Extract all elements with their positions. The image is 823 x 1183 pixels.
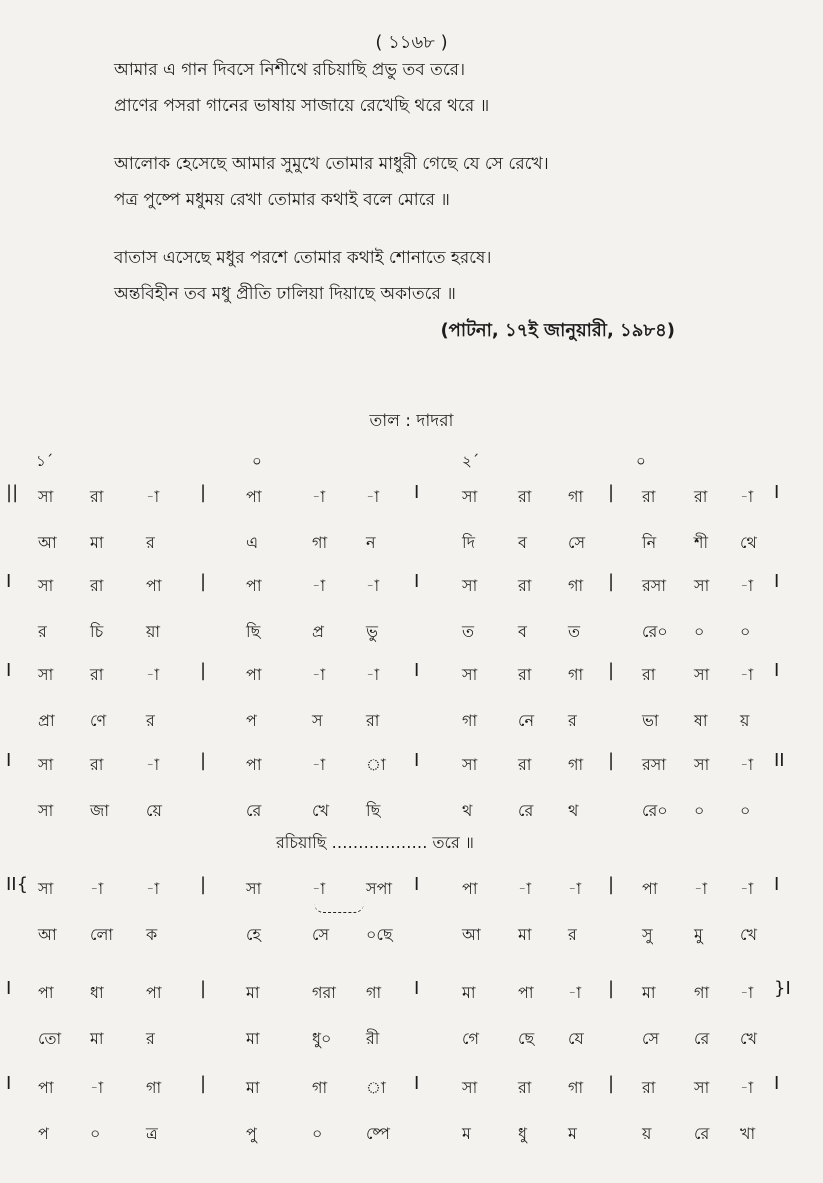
lyric-syllable: সু (642, 925, 653, 944)
lyric-syllable: য় (740, 711, 750, 730)
lyric-syllable: মা (518, 925, 532, 944)
lyric-syllable: ষা (694, 711, 708, 730)
lyric-syllable: র (146, 711, 155, 730)
lyric-syllable: খে (740, 925, 757, 944)
swara-note: -া (694, 879, 708, 898)
bar-line: | (200, 571, 207, 592)
lyric-syllable: ক (146, 925, 158, 944)
lyric-syllable: আ (38, 925, 57, 944)
lyric-syllable: গে (462, 1029, 479, 1048)
lyric-syllable: ত্র (146, 1124, 158, 1143)
bar-line: I (414, 1073, 420, 1094)
lyric-syllable: ভু (366, 622, 378, 641)
beat-mark: ২´ (462, 452, 480, 470)
lyric-syllable: ০ (90, 1124, 101, 1143)
swara-note: -া (740, 879, 754, 898)
swara-note: পা (518, 983, 534, 1002)
swara-note: -া (312, 576, 326, 595)
swara-note: সা (462, 665, 478, 684)
swara-note: পা (146, 576, 162, 595)
swara-note: গা (312, 1078, 328, 1097)
lyric-syllable: থ (568, 801, 579, 820)
swara-note: পা (38, 1078, 54, 1097)
lyric-syllable: নি (642, 533, 657, 552)
swara-note: সপা (366, 879, 393, 898)
lyric-syllable: লো (90, 925, 114, 944)
swara-note: রা (518, 576, 532, 595)
notation-row (0, 484, 823, 580)
lyric-syllable: ০ (312, 1124, 323, 1143)
swara-note: সা (694, 665, 710, 684)
swara-note: সা (38, 879, 54, 898)
lyric-syllable: শী (694, 533, 709, 552)
swara-note: পা (462, 879, 478, 898)
swara-note: -া (312, 665, 326, 684)
swara-note: সা (38, 665, 54, 684)
swara-note: পা (246, 755, 262, 774)
lyric-syllable: রে (694, 1124, 710, 1143)
repeat-indicator-line (276, 830, 474, 857)
lyric-syllable: ছি (366, 801, 381, 820)
lyric-syllable: রে (694, 1029, 710, 1048)
swara-note: পা (642, 879, 658, 898)
bar-line: | (608, 1073, 615, 1094)
bar-line: I (414, 750, 420, 771)
swara-note: -া (740, 665, 754, 684)
lyric-syllable: ০ (740, 622, 751, 641)
lyric-syllable: সা (38, 801, 54, 820)
lyric-syllable: ভা (642, 711, 659, 730)
lyric-syllable: র (38, 622, 47, 641)
swara-note: রা (90, 755, 104, 774)
repeat-dots: ……………… (331, 833, 428, 852)
swara-note: সা (694, 1078, 710, 1097)
swara-note: সা (462, 755, 478, 774)
swara-note: রা (642, 665, 656, 684)
bar-line: | (608, 660, 615, 681)
lyric-syllable: ব (518, 533, 527, 552)
bar-line: | (608, 750, 615, 771)
lyric-syllable: রে (518, 801, 534, 820)
bar-line: I (774, 660, 780, 681)
date-place-line: (পাটনা, ১৭ই জানুয়ারী, ১৯৮৪) (440, 320, 675, 341)
lyric-syllable: রা (366, 711, 380, 730)
swara-note: পা (146, 983, 162, 1002)
lyric-syllable: ত (568, 622, 581, 641)
swara-note: -া (90, 879, 104, 898)
swara-note: মা (642, 983, 656, 1002)
bar-line: || (6, 482, 19, 503)
swara-note: -া (568, 879, 582, 898)
tal-heading: তাল : দাদরা (369, 411, 454, 431)
lyric-syllable: য়ে (146, 801, 162, 820)
swara-note: রা (518, 1078, 532, 1097)
lyric-syllable: স (312, 711, 323, 730)
beat-mark: ০ (636, 452, 646, 470)
bar-line: }I (774, 978, 791, 999)
lyric-syllable: খে (740, 1029, 757, 1048)
lyric-syllable: য় (642, 1124, 652, 1143)
lyric-syllable: চি (90, 622, 104, 641)
lyric-syllable: গা (462, 711, 478, 730)
swara-note: রা (90, 576, 104, 595)
bar-line: | (200, 874, 207, 895)
swara-note: -া (366, 665, 380, 684)
swara-note: মা (246, 983, 260, 1002)
lyric-syllable: মা (90, 533, 104, 552)
swara-note: রা (518, 665, 532, 684)
swara-note: গা (568, 487, 584, 506)
lyric-syllable: থে (740, 533, 757, 552)
swara-note: গা (146, 1078, 162, 1097)
lyric-syllable: ০ (694, 622, 705, 641)
lyric-syllable: ছে (518, 1029, 535, 1048)
lyric-syllable: যে (568, 1029, 584, 1048)
lyric-syllable: সে (312, 925, 330, 944)
lyric-syllable: এ (246, 533, 259, 552)
lyric-syllable: ম (462, 1124, 471, 1143)
lyric-syllable: ধু (518, 1124, 527, 1143)
lyric-syllable: হে (246, 925, 261, 944)
lyric-syllable: আ (462, 925, 481, 944)
lyric-line: আলোক হেসেছে আমার সুমুখে তোমার মাধুরী গেছে যে সে রেখে। (114, 154, 549, 174)
bar-line: I (414, 660, 420, 681)
bar-line: | (200, 482, 207, 503)
stanza (114, 156, 794, 228)
lyric-syllable: আ (38, 533, 57, 552)
lyric-syllable: ত (462, 622, 475, 641)
lyric-syllable: র (146, 533, 155, 552)
lyric-syllable: ষ্পে (366, 1124, 390, 1143)
stanza (114, 62, 794, 134)
bar-line: I (6, 571, 12, 592)
lyric-syllable: রী (366, 1029, 380, 1048)
swara-note: সা (38, 576, 54, 595)
lyric-line: অন্তবিহীন তব মধু প্রীতি ঢালিয়া দিয়াছে অকাতরে ॥ (114, 284, 456, 304)
lyric-syllable: নে (518, 711, 535, 730)
bar-line: I (774, 482, 780, 503)
swara-note: রা (642, 1078, 656, 1097)
lyric-syllable: ন (366, 533, 376, 552)
lyric-syllable: ণে (90, 711, 107, 730)
bar-line: I (414, 978, 420, 999)
swara-note: সা (462, 576, 478, 595)
lyric-syllable: প (38, 1124, 49, 1143)
swara-note: গা (568, 576, 584, 595)
swara-note: মা (462, 983, 476, 1002)
swara-note: সা (694, 576, 710, 595)
lyric-syllable: থ (462, 801, 473, 820)
lyric-syllable: ছি (246, 622, 261, 641)
bar-line: | (608, 978, 615, 999)
swara-note: সা (38, 487, 54, 506)
swara-note: -া (740, 576, 754, 595)
swara-note: -া (518, 879, 532, 898)
swara-note: সা (694, 755, 710, 774)
swara-note: রসা (642, 576, 667, 595)
swara-note: রা (642, 487, 656, 506)
bar-line: I (6, 660, 12, 681)
swara-note: -া (146, 487, 160, 506)
swara-note: গা (568, 665, 584, 684)
swara-note: া (366, 1078, 386, 1097)
lyric-syllable: প্রা (38, 711, 55, 730)
beat-mark: ০ (252, 452, 262, 470)
swara-note: -া (146, 879, 160, 898)
lyric-syllable: গা (312, 533, 328, 552)
lyric-syllable: তো (38, 1029, 62, 1048)
swara-note: সা (462, 487, 478, 506)
lyric-syllable: মা (246, 1029, 260, 1048)
swara-note: রা (694, 487, 708, 506)
bar-line: I (414, 571, 420, 592)
swara-note: পা (246, 576, 262, 595)
swara-note: -া (366, 487, 380, 506)
swara-note: -া (146, 755, 160, 774)
swara-note: মা (246, 1078, 260, 1097)
page-number: ( ১১৬৮ ) (375, 32, 448, 53)
lyric-syllable: র (568, 711, 577, 730)
bar-line: I (774, 571, 780, 592)
notation-row (0, 876, 823, 972)
swara-note: া (366, 755, 386, 774)
bar-line: | (608, 874, 615, 895)
lyric-syllable: সে (642, 1029, 660, 1048)
swara-note: সা (462, 1078, 478, 1097)
swara-note: -া (740, 755, 754, 774)
lyric-syllable: মু (694, 925, 703, 944)
swara-note: রা (90, 665, 104, 684)
lyric-syllable: ম (568, 1124, 577, 1143)
lyric-line: আমার এ গান দিবসে নিশীথে রচিয়াছি প্রভু তব তরে। (114, 60, 466, 80)
lyric-syllable: ০ছে (366, 925, 393, 944)
swara-note: গা (694, 983, 710, 1002)
swara-note: -া (312, 879, 326, 898)
swara-note: রসা (642, 755, 667, 774)
lyric-line: বাতাস এসেছে মধুর পরশে তোমার কথাই শোনাতে হরষে। (114, 248, 492, 268)
swara-note: -া (90, 1078, 104, 1097)
bar-line: I (6, 978, 12, 999)
lyric-syllable: র (568, 925, 577, 944)
bar-line: | (608, 571, 615, 592)
lyric-syllable: রে০ (642, 801, 668, 820)
lyric-syllable: মা (90, 1029, 104, 1048)
bar-line: | (200, 978, 207, 999)
swara-note: রা (518, 487, 532, 506)
beat-mark: ১´ (36, 452, 54, 470)
lyric-line: পত্র পুষ্পে মধুময় রেখা তোমার কথাই বলে মোরে ॥ (114, 190, 450, 210)
lyric-syllable: ধু০ (312, 1029, 332, 1048)
lyric-syllable: রে০ (642, 622, 668, 641)
swara-note: ধা (90, 983, 104, 1002)
notation-row (0, 1075, 823, 1171)
lyric-syllable: র (146, 1029, 155, 1048)
lyric-syllable: ব (518, 622, 527, 641)
stanza (114, 250, 794, 322)
swara-note: গরা (312, 983, 336, 1002)
swara-note: -া (146, 665, 160, 684)
swara-note: -া (366, 576, 380, 595)
lyric-syllable: জা (90, 801, 109, 820)
song-lyrics (114, 62, 794, 344)
swara-note: রা (90, 487, 104, 506)
bar-line: I (774, 1073, 780, 1094)
notation-row (0, 662, 823, 758)
bar-line: I (414, 874, 420, 895)
lyric-syllable: ০ (694, 801, 705, 820)
lyric-syllable: য়া (146, 622, 161, 641)
lyric-syllable: খে (312, 801, 329, 820)
swara-note: -া (740, 1078, 754, 1097)
swara-note: সা (38, 755, 54, 774)
lyric-syllable: প (246, 711, 257, 730)
bar-line: II (774, 750, 785, 771)
bar-line: II{ (6, 874, 29, 895)
bar-line: I (6, 1073, 12, 1094)
meend-slur-mark (314, 900, 364, 913)
swara-note: সা (246, 879, 262, 898)
bar-line: I (774, 874, 780, 895)
repeat-start-word: রচিয়াছি (276, 833, 327, 852)
bar-line: | (200, 660, 207, 681)
swara-note: গা (568, 1078, 584, 1097)
swara-note: -া (568, 983, 582, 1002)
lyric-syllable: খা (740, 1124, 756, 1143)
swara-note: রা (518, 755, 532, 774)
lyric-syllable: পু (246, 1124, 257, 1143)
lyric-syllable: রে (246, 801, 262, 820)
swara-note: পা (246, 665, 262, 684)
repeat-end-word: তরে ॥ (432, 833, 474, 852)
swara-note: গা (366, 983, 382, 1002)
bar-line: I (6, 750, 12, 771)
bar-line: | (200, 1073, 207, 1094)
swara-note: -া (740, 983, 754, 1002)
swara-note: -া (312, 755, 326, 774)
lyric-syllable: সে (568, 533, 586, 552)
notation-row (0, 980, 823, 1076)
swara-note: গা (568, 755, 584, 774)
lyric-syllable: দি (462, 533, 475, 552)
swara-note: পা (38, 983, 54, 1002)
swara-note: -া (740, 487, 754, 506)
bar-line: | (608, 482, 615, 503)
lyric-line: প্রাণের পসরা গানের ভাষায় সাজায়ে রেখেছি থরে থরে ॥ (114, 96, 490, 116)
notation-row (0, 573, 823, 669)
lyric-syllable: ০ (740, 801, 751, 820)
bar-line: I (414, 482, 420, 503)
bar-line: | (200, 750, 207, 771)
swara-note: -া (312, 487, 326, 506)
lyric-syllable: প্র (312, 622, 324, 641)
swara-note: পা (246, 487, 262, 506)
